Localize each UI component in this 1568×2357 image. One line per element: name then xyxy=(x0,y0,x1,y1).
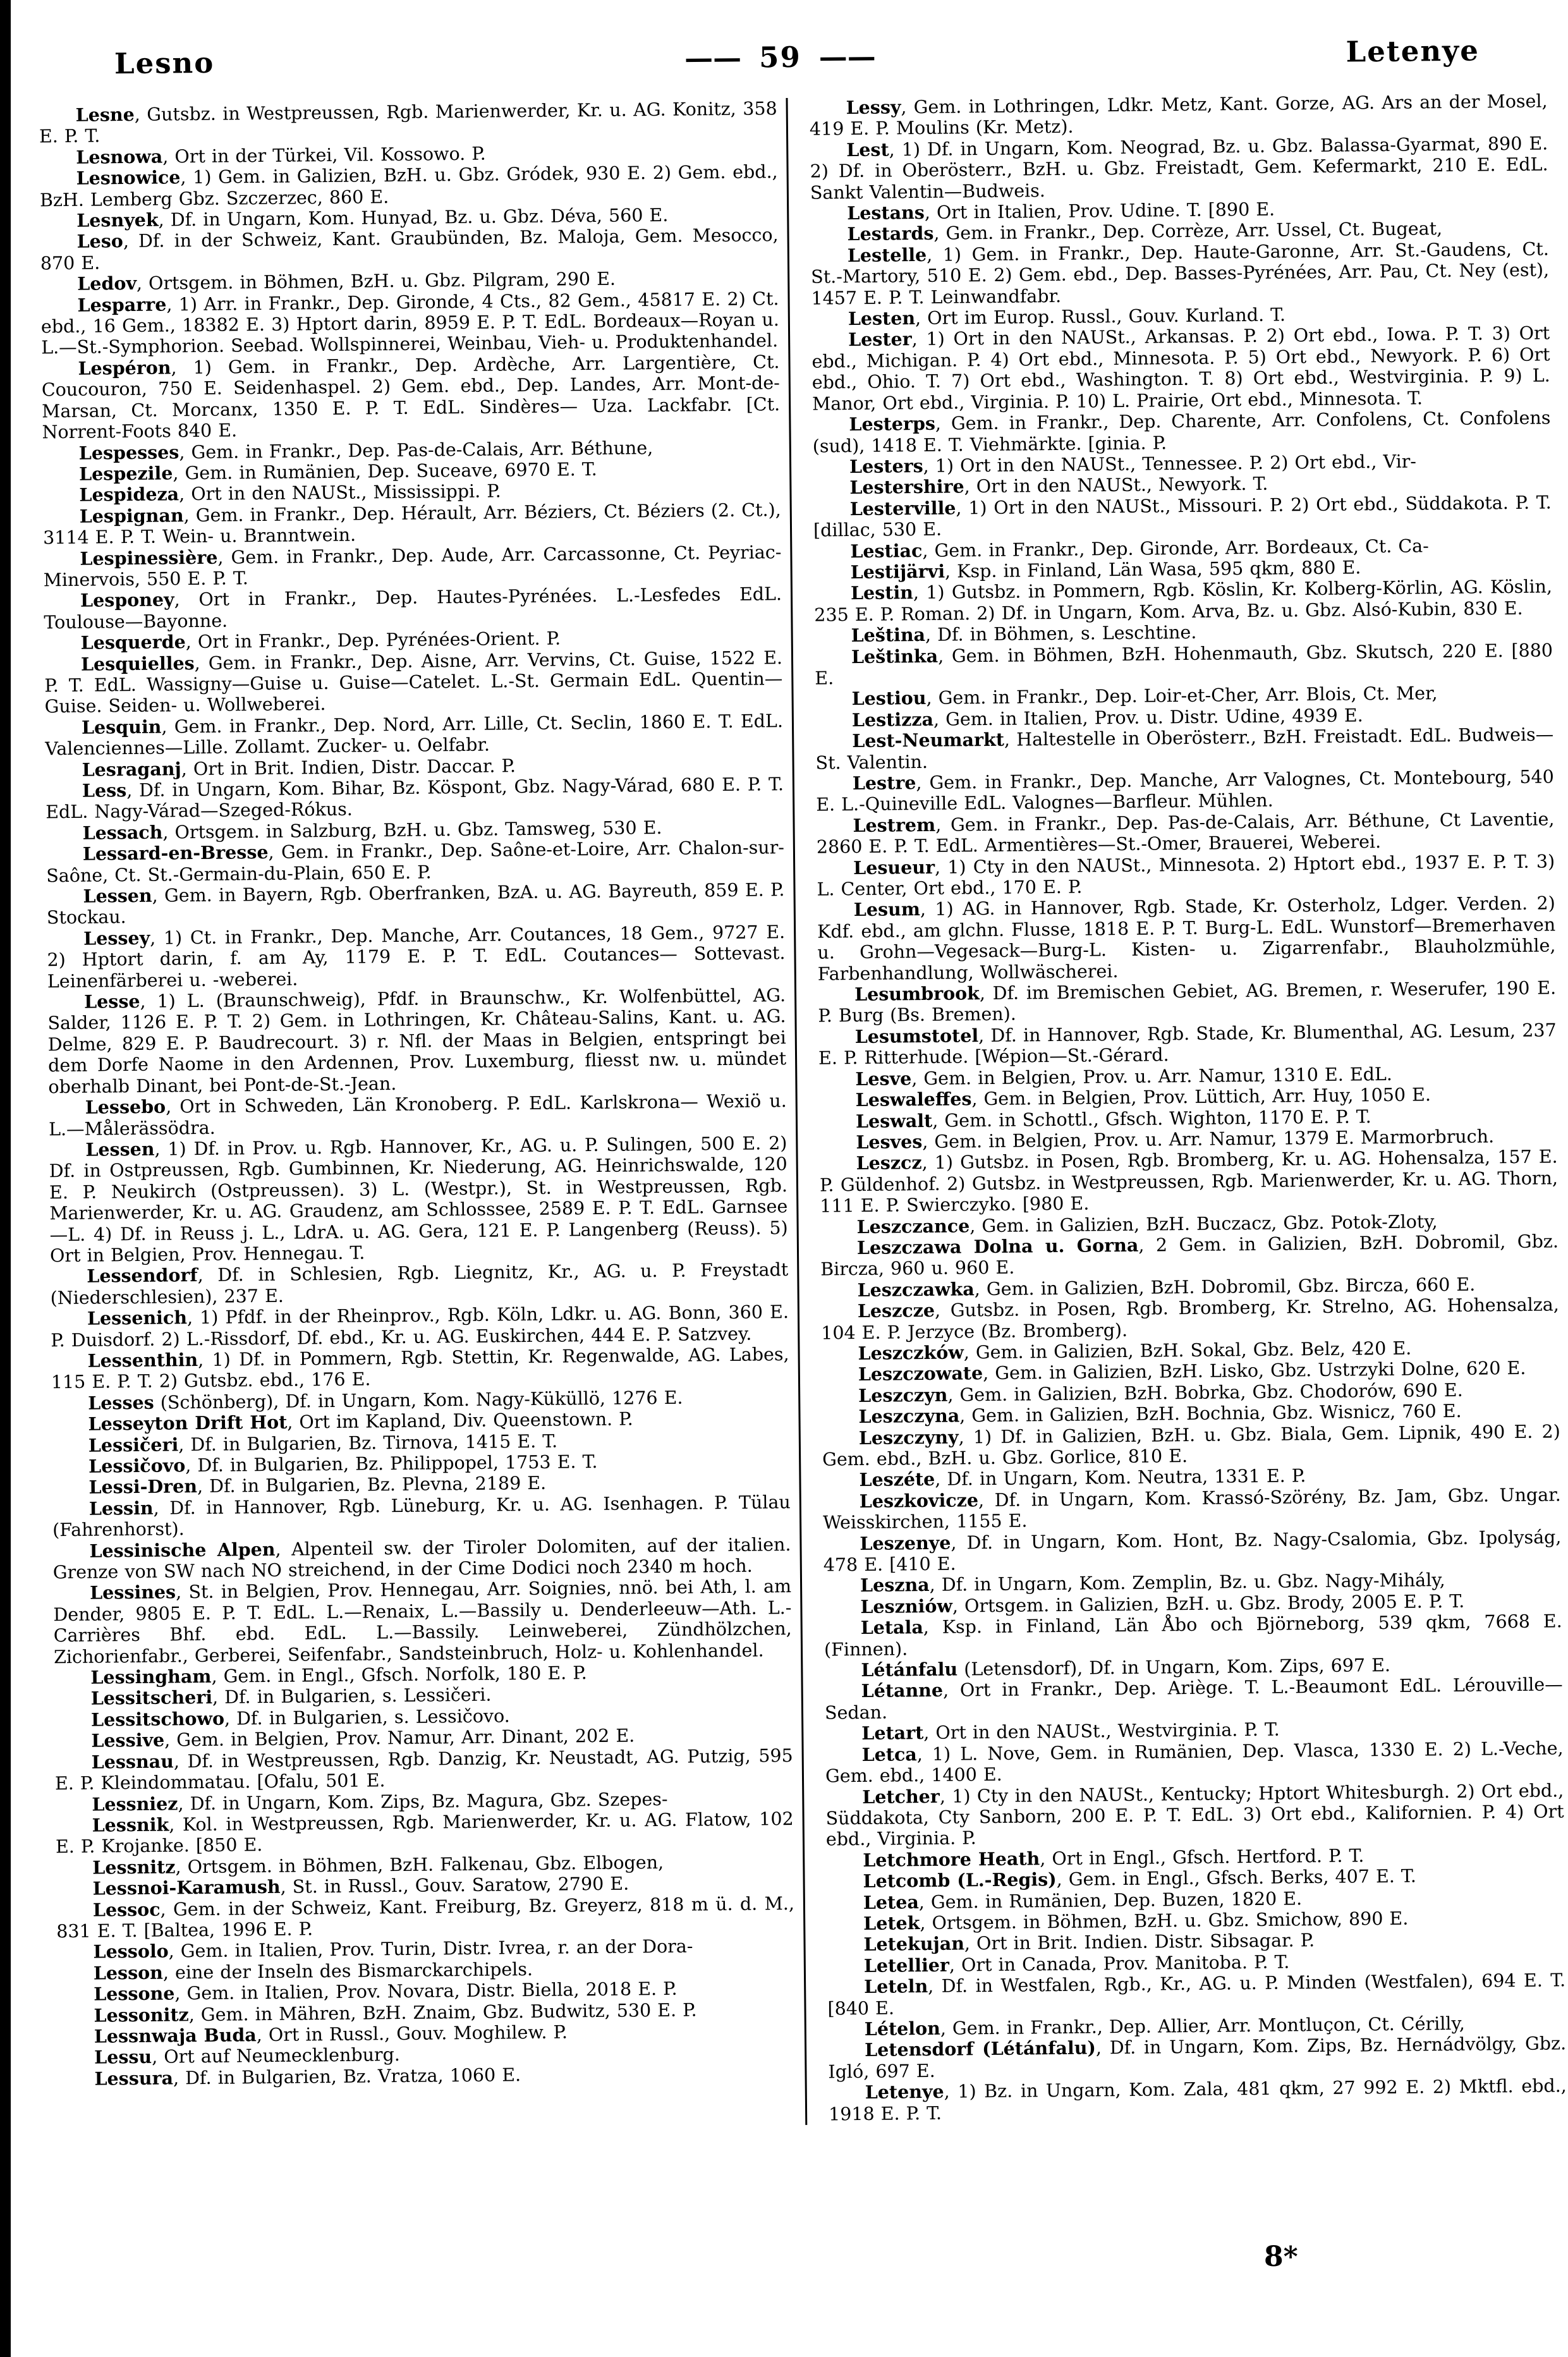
page-number-group xyxy=(684,40,876,75)
gazetteer-entry xyxy=(49,1133,788,1267)
entry-headword: Lestrem xyxy=(853,813,936,836)
gazetteer-entry xyxy=(821,1294,1560,1344)
entry-headword: Letala xyxy=(860,1616,923,1639)
entry-text: , Ort in Engl., Gfsch. Hertford. P. T. xyxy=(1040,1845,1364,1870)
gazetteer-entry xyxy=(810,133,1548,203)
entry-text: , Df. in Ungarn, Kom. Bihar, Bz. Köspont, Gbz. Nagy-Várad, 680 E. P. T. EdL. Nagy-Várad—Szeged-Rókus. xyxy=(46,774,784,823)
entry-headword: Lesumstotel xyxy=(854,1025,979,1047)
entry-headword: Leszczance xyxy=(856,1214,970,1238)
entry-text: , 1) Gem. in Galizien, BzH. u. Gbz. Gródek, 930 E. 2) Gem. ebd., BzH. Lemberg Gbz. Szczerzec, 860 E. xyxy=(39,161,778,210)
entry-headword: Letcomb (L.-Regis) xyxy=(863,1868,1057,1892)
entry-headword: Leszczawka xyxy=(857,1277,975,1301)
entry-headword: Lespezile xyxy=(78,462,173,485)
entry-headword: Lesquin xyxy=(81,716,162,738)
entry-text: , St. in Russl., Gouv. Saratow, 2790 E. xyxy=(280,1873,629,1897)
entry-text: , Ksp. in Finland, Län Wasa, 595 qkm, 880 E. xyxy=(944,557,1361,582)
gazetteer-entry xyxy=(825,1780,1564,1850)
entry-text: (Schönberg), Df. in Ungarn, Kom. Nagy-Küküllö, 1276 E. xyxy=(154,1387,683,1413)
entry-text: , Gem. in Bayern, Rgb. Oberfranken, BzA. u. AG. Bayreuth, 859 E. P. Stockau. xyxy=(46,879,785,929)
entry-headword: Lessitscheri xyxy=(90,1686,213,1710)
entry-headword: Leszéte xyxy=(859,1468,935,1491)
entry-headword: Letek xyxy=(863,1912,920,1934)
entry-text: , Ort in den NAUSt., Newyork. T. xyxy=(964,473,1268,497)
gazetteer-entry xyxy=(51,1301,789,1351)
gazetteer-entry xyxy=(51,1344,789,1393)
entry-headword: Lest-Neumarkt xyxy=(852,728,1005,752)
entry-text: , St. in Belgien, Prov. Hennegau, Arr. Soignies, nnö. bei Ath, l. am Dender, 9805 E. P. T. EdL. L.—Renaix, L.—Bassily u. Denderleeuw—Ath. L.-Carrières Bhf. ebd. EdL. L.—Bassily. Leinweberei, Zündhölzchen, Zichorienfabr., Gerberei, Seifenfabr., Sandsteinbruch, Holz- u. Kohlenhandel. xyxy=(53,1576,792,1667)
entry-text: , 1) Ort in den NAUSt., Arkansas. P. 2) Ort ebd., Iowa. P. T. 3) Ort ebd., Michigan. P. 4) Ort ebd., Minnesota. P. 5) Ort ebd., Newyork. P. 6) Ort ebd., Ohio. T. 7) Ort ebd., Washington. T. 8) Ort ebd., Westvirginia. P. 9) L. Manor, Ort ebd., Virginia. P. 10) L. Prairie, Ort ebd., Minnesota. T. xyxy=(811,322,1550,415)
entry-text: , Gem. in Italien, Prov. Turin, Distr. Ivrea, r. an der Dora- xyxy=(168,1935,693,1962)
entry-text: , Gem. in Lothringen, Ldkr. Metz, Kant. Gorze, AG. Ars an der Mosel, 419 E. P. Moulins (Kr. Metz). xyxy=(809,90,1548,140)
entry-headword: Lessen xyxy=(83,884,152,907)
entry-text: , 1) Gutsbz. in Posen, Rgb. Bromberg, Kr. u. AG. Hohensalza, 157 E. P. Güldenhof. 2) Gutsbz. in Westpreussen, Rgb. Marienwerder, Kr. u. AG. Thorn, 111 E. P. Swierczyko. [980 E. xyxy=(819,1146,1559,1217)
entry-headword: Lessingham xyxy=(90,1665,212,1688)
entry-headword: Lesse xyxy=(83,990,140,1013)
entry-headword: Letekujan xyxy=(863,1932,965,1956)
entry-text: , Ortsgem. in Böhmen, BzH. u. Gbz. Pilgram, 290 E. xyxy=(136,268,616,295)
header-dash-right: —— xyxy=(818,39,877,74)
entry-text: , Ort im Kapland, Div. Queenstown. P. xyxy=(287,1408,633,1433)
entry-headword: Lesses xyxy=(88,1391,154,1414)
entry-headword: Lessnik xyxy=(92,1813,169,1836)
entry-headword: Leszcz xyxy=(856,1152,922,1174)
entry-text: , Gem. in Frankr., Dep. Corrèze, Arr. Ussel, Ct. Bugeat, xyxy=(933,218,1443,245)
gazetteer-entry xyxy=(827,1970,1566,2019)
entry-headword: Letchmore Heath xyxy=(863,1848,1040,1871)
entry-headword: Lessoc xyxy=(92,1898,161,1921)
entry-headword: Lessnoi-Karamush xyxy=(92,1875,281,1899)
entry-text: , Ort in Schweden, Län Kronoberg. P. EdL. Karlskrona— Wexiö u. L.—Målerässödra. xyxy=(48,1090,787,1140)
header-left-catchword: Lesno xyxy=(114,46,215,81)
gazetteer-entry xyxy=(41,351,780,443)
entry-text: , Gem. in Schottl., Gfsch. Wighton, 1170 E. P. T. xyxy=(932,1105,1371,1131)
entry-text: , 2 Gem. in Galizien, BzH. Dobromil, Gbz. Bircza, 960 u. 960 E. xyxy=(820,1231,1559,1280)
entry-headword: Letcher xyxy=(862,1785,940,1808)
entry-headword: Lessičovo xyxy=(88,1454,186,1477)
entry-headword: Lessines xyxy=(89,1581,176,1604)
entry-text: , Gem. in der Schweiz, Kant. Freiburg, Bz. Greyerz, 818 m ü. d. M., 831 E. T. [Baltea, 1996 E. P. xyxy=(56,1892,795,1942)
gazetteer-entry xyxy=(813,492,1552,541)
entry-headword: Lestijärvi xyxy=(850,560,945,583)
entry-headword: Lessard-en-Bresse xyxy=(82,841,269,865)
gazetteer-entry xyxy=(816,808,1555,858)
gazetteer-entry xyxy=(815,640,1553,689)
entry-text: , Ort auf Neumecklenburg. xyxy=(152,2044,401,2068)
text-columns xyxy=(20,90,1568,2132)
entry-text: , Gem. in Engl., Gfsch. Norfolk, 180 E. P. xyxy=(211,1662,587,1687)
entry-headword: Lestards xyxy=(847,222,934,245)
entry-text: , Df. in Hannover, Rgb. Lüneburg, Kr. u. AG. Isenhagen. P. Tülau (Fahrenhorst). xyxy=(52,1491,791,1541)
entry-headword: Lesumbrook xyxy=(854,982,980,1006)
entry-text: , Ort in Brit. Indien, Distr. Daccar. P. xyxy=(181,755,516,779)
gazetteer-entry xyxy=(56,1808,794,1858)
scan-edge-artifact xyxy=(0,0,11,2357)
gazetteer-entry xyxy=(56,1893,795,1942)
entry-text: , 1) Df. in Ungarn, Kom. Neograd, Bz. u. Gbz. Balassa-Gyarmat, 890 E. 2) Df. in Oberösterr., BzH. u. Gbz. Freistadt, Gem. Kefermarkt, 210 E. EdL. Sankt Valentin—Budweis. xyxy=(810,133,1548,204)
entry-text: , Df. in Bulgarien, Bz. Philippopel, 1753 E. T. xyxy=(185,1451,598,1477)
entry-text: , Ort in Frankr., Dep. Pyrénées-Orient. P. xyxy=(185,628,561,653)
entry-headword: Lessonitz xyxy=(94,2003,189,2026)
entry-headword: Lessi-Dren xyxy=(88,1475,198,1499)
entry-headword: Leswaleffes xyxy=(855,1088,972,1111)
entry-text: , Gem. in Galizien, BzH. Dobromil, Gbz. Bircza, 660 E. xyxy=(974,1274,1476,1300)
gazetteer-entry xyxy=(828,2033,1567,2083)
entry-text: , Gem. in Frankr., Dep. Gironde, Arr. Bordeaux, Ct. Ca- xyxy=(922,535,1429,561)
entry-headword: Leszniów xyxy=(860,1595,953,1617)
entry-headword: Letensdorf (Létánfalu) xyxy=(864,2037,1097,2061)
entry-headword: Leštinka xyxy=(851,645,939,667)
gazetteer-entry xyxy=(825,1674,1564,1724)
entry-text: , Ort in den NAUSt., Mississippi. P. xyxy=(178,480,501,505)
entry-headword: Leszna xyxy=(860,1574,930,1597)
entry-headword: Lessu xyxy=(94,2046,152,2069)
entry-text: , Gem. in Italien, Prov. Novara, Distr. Biella, 2018 E. P. xyxy=(174,1978,678,2004)
entry-headword: Less xyxy=(82,779,127,801)
entry-headword: Lesnowa xyxy=(76,145,163,168)
gazetteer-entry xyxy=(817,851,1555,900)
entry-text: (Letensdorf), Df. in Ungarn, Kom. Zips, 697 E. xyxy=(957,1655,1391,1680)
gazetteer-entry xyxy=(44,647,783,717)
entry-text: , Kol. in Westpreussen, Rgb. Marienwerder, Kr. u. AG. Flatow, 102 E. P. Krojanke. [850 E. xyxy=(55,1808,794,1858)
entry-headword: Lesquerde xyxy=(80,631,186,654)
gazetteer-entry xyxy=(818,977,1557,1026)
entry-headword: Lessach xyxy=(82,821,163,844)
entry-headword: Lesponey xyxy=(80,588,174,612)
gazetteer-entry xyxy=(812,408,1551,457)
entry-text: , Ortsgem. in Salzburg, BzH. u. Gbz. Tamsweg, 530 E. xyxy=(162,817,662,843)
entry-text: , Gem. in Frankr., Dep. Allier, Arr. Montluçon, Ct. Cérilly, xyxy=(940,2013,1466,2039)
entry-headword: Lesraganj xyxy=(82,757,181,781)
entry-text: , Df. in Bulgarien, Bz. Vratza, 1060 E. xyxy=(173,2064,521,2089)
entry-text: , Ortsgem. in Galizien, BzH. u. Gbz. Brody, 2005 E. P. T. xyxy=(952,1590,1465,1617)
entry-text: , Gem. in Frankr., Dep. Saône-et-Loire, Arr. Chalon-sur-Saône, Ct. St.-Germain-du-Plain, 650 E. P. xyxy=(46,837,785,886)
entry-text: , Ort in Brit. Indien. Distr. Sibsagar. P. xyxy=(964,1930,1315,1954)
entry-text: , Gem. in Frankr., Dep. Nord, Arr. Lille, Ct. Seclin, 1860 E. T. EdL. Valenciennes—Lille. Zollamt. Zucker- u. Oelfabr. xyxy=(45,710,784,760)
entry-text: , Df. in Ungarn, Kom. Hont, Bz. Nagy-Csalomia, Gbz. Ipolyság, 478 E. [410 E. xyxy=(823,1526,1562,1576)
entry-headword: Lesters xyxy=(849,454,923,477)
entry-text: , Ort in Frankr., Dep. Ariège. T. L.-Beaumont EdL. Lérouville—Sedan. xyxy=(824,1674,1563,1724)
gazetteer-entry xyxy=(823,1526,1562,1576)
entry-text: , 1) L. (Braunschweig), Pfdf. in Braunschw., Kr. Wolfenbüttel, AG. Salder, 1126 E. P. T. 2) Gem. in Lothringen, Kr. Château-Salins, Kant. u. AG. Delme, 829 E. P. Baudrecourt. 3) r. Nfl. der Maas in Belgien, entspringt bei dem Dorfe Naome in den Ardennen, Prov. Luxemburg, fliesst nw. u. mündet oberhalb Dinant, bei Pont-de-St.-Jean. xyxy=(47,985,787,1097)
entry-text: , Df. in Westfalen, Rgb., Kr., AG. u. P. Minden (Westfalen), 694 E. T. [840 E. xyxy=(827,1970,1566,2019)
gazetteer-entry xyxy=(824,1611,1563,1660)
entry-headword: Lesum xyxy=(853,898,921,921)
gazetteer-entry xyxy=(45,710,784,760)
entry-headword: Lestre xyxy=(852,772,916,795)
entry-headword: Létanne xyxy=(861,1679,944,1702)
entry-text: , 1) AG. in Hannover, Rgb. Stade, Kr. Osterholz, Ldger. Verden. 2) Kdf. ebd., am glchn. Flusse, 1818 E. P. T. Burg-L. EdL. Wunstorf—Bremerhaven u. Grohn—Vegesack—Burg-L. Kisten- u. Zigarrenfabr., Blauholzmühle, Farbenhandlung, Wollwäscherei. xyxy=(817,892,1556,985)
entry-text: , Df. im Bremischen Gebiet, AG. Bremen, r. Weserufer, 190 E. P. Burg (Bs. Bremen). xyxy=(818,977,1557,1027)
entry-text: , Gem. in Frankr., Dep. Manche, Arr Valognes, Ct. Montebourg, 540 E. L.-Quineville EdL. Valognes—Barfleur. Mühlen. xyxy=(816,766,1555,816)
entry-headword: Lesnyek xyxy=(76,209,159,231)
page xyxy=(19,0,1568,2133)
gazetteer-entry xyxy=(43,499,782,549)
gazetteer-entry xyxy=(44,583,782,633)
entry-headword: Lespideza xyxy=(79,483,179,506)
entry-headword: Letart xyxy=(861,1722,924,1745)
entry-text: , Gutsbz. in Posen, Rgb. Bromberg, Kr. Strelno, AG. Hohensalza, 104 E. P. Jerzyce (Bz. Bromberg). xyxy=(821,1294,1560,1344)
entry-text: , 1) Ort in den NAUSt., Missouri. P. 2) Ort ebd., Süddakota. P. T. [dillac, 530 E. xyxy=(813,492,1552,541)
signature-mark: 8* xyxy=(1264,2241,1298,2273)
gazetteer-entry xyxy=(822,1421,1561,1470)
entry-text: , Df. in Hannover, Rgb. Stade, Kr. Blumenthal, AG. Lesum, 237 E. P. Ritterhude. [Wépion—St.-Gérard. xyxy=(818,1020,1557,1069)
entry-headword: Leszczków xyxy=(858,1341,964,1364)
entry-text: , Df. in Schlesien, Rgb. Liegnitz, Kr., AG. u. P. Freystadt (Niederschlesien), 237 E. xyxy=(50,1259,789,1309)
entry-headword: Lessone xyxy=(94,1982,175,2005)
entry-headword: Lespinessière xyxy=(80,546,218,569)
entry-headword: Lessenich xyxy=(87,1306,188,1329)
entry-headword: Lespéron xyxy=(78,356,171,379)
entry-headword: Lesterville xyxy=(849,497,956,520)
entry-text: , Df. in Westpreussen, Rgb. Danzig, Kr. Neustadt, AG. Putzig, 595 E. P. Kleindommatau. [Ofalu, 501 E. xyxy=(54,1745,793,1794)
gazetteer-entry xyxy=(820,1231,1559,1280)
entry-text: , 1) Cty in den NAUSt., Minnesota. 2) Hptort ebd., 1937 E. P. T. 3) L. Center, Ort ebd., 170 E. P. xyxy=(817,851,1555,900)
entry-text: , Df. in der Schweiz, Kant. Graubünden, Bz. Maloja, Gem. Mesocco, 870 E. xyxy=(40,224,779,274)
entry-text: , Gem. in Galizien, BzH. Bobrka, Gbz. Chodorów, 690 E. xyxy=(947,1379,1463,1406)
entry-text: , 1) Df. in Prov. u. Rgb. Hannover, Kr., AG. u. P. Sulingen, 500 E. 2) Df. in Ostpreussen, Rgb. Gumbinnen, Kr. Niederung, AG. Heinrichswalde, 120 E. P. Neukirch (Ostpreussen). 3) L. (Westpr.), St. in Westpreussen, Rgb. Marienwerder, Kr. u. AG. Graudenz, am Schlosssee, 2589 E. P. T. EdL. Garnsee—L. 4) Df. in Reuss j. L., LdrA. u. AG. Gera, 121 E. P. Langenberg (Reuss). 5) Ort in Belgien, Prov. Hennegau. T. xyxy=(49,1132,788,1267)
entry-text: , Gem. in Böhmen, BzH. Hohenmauth, Gbz. Skutsch, 220 E. [880 E. xyxy=(815,639,1553,689)
entry-headword: Lester xyxy=(848,328,912,351)
entry-text: , Gem. in Galizien, BzH. Lisko, Gbz. Ustrzyki Dolne, 620 E. xyxy=(982,1358,1526,1384)
column-right xyxy=(787,90,1567,2124)
gazetteer-entry xyxy=(814,576,1553,626)
gazetteer-entry xyxy=(52,1534,791,1583)
entry-text: , 1) Df. in Galizien, BzH. u. Gbz. Biala, Gem. Lipnik, 490 E. 2) Gem. ebd., BzH. u. Gbz. Gorlice, 810 E. xyxy=(822,1420,1560,1470)
entry-text: , Gem. in Galizien, BzH. Buczacz, Gbz. Potok-Zloty, xyxy=(969,1210,1438,1236)
entry-text: , Gem. in Galizien, BzH. Sokal, Gbz. Belz, 420 E. xyxy=(963,1337,1412,1363)
entry-headword: Lessy xyxy=(846,96,901,119)
entry-text: , 1) L. Nove, Gem. in Rumänien, Dep. Vlasca, 1330 E. 2) L.-Veche, Gem. ebd., 1400 E. xyxy=(825,1738,1564,1787)
gazetteer-entry xyxy=(50,1259,789,1308)
gazetteer-entry xyxy=(820,1147,1559,1217)
column-left xyxy=(39,98,797,2132)
entry-text: , Gem. in Rumänien, Dep. Suceave, 6970 E. T. xyxy=(173,458,597,484)
gazetteer-entry xyxy=(52,1492,791,1541)
entry-text: , Gem. in Italien, Prov. u. Distr. Udine, 4939 E. xyxy=(933,705,1363,730)
gazetteer-entry xyxy=(823,1484,1562,1533)
entry-headword: Lesve xyxy=(855,1067,912,1090)
gazetteer-entry xyxy=(40,288,779,358)
entry-text: , Ort in Frankr., Dep. Hautes-Pyrénées. L.-Lesfedes EdL. Toulouse—Bayonne. xyxy=(44,583,782,633)
entry-text: , Df. in Bulgarien, s. Lessičovo. xyxy=(224,1705,510,1729)
entry-headword: Lessitschowo xyxy=(90,1707,225,1731)
gazetteer-entry xyxy=(55,1745,794,1794)
gazetteer-entry xyxy=(39,98,778,147)
entry-headword: Lessniez xyxy=(92,1792,178,1815)
entry-headword: Lest xyxy=(846,138,889,161)
entry-headword: Lessura xyxy=(94,2067,174,2090)
entry-headword: Lessebo xyxy=(85,1095,166,1118)
entry-text: , Df. in Ungarn, Kom. Krassó-Szörény, Bz. Jam, Gbz. Ungar. Weisskirchen, 1155 E. xyxy=(822,1484,1561,1533)
entry-headword: Lessnitz xyxy=(92,1856,176,1879)
entry-text: , Ortsgem. in Böhmen, BzH. u. Gbz. Smichow, 890 E. xyxy=(920,1908,1409,1934)
entry-headword: Lespignan xyxy=(79,504,184,527)
entry-headword: Lesparre xyxy=(77,293,167,316)
entry-headword: Lestans xyxy=(847,201,925,224)
gazetteer-entry xyxy=(46,879,785,929)
entry-text: , 1) Gutsbz. in Pommern, Rgb. Köslin, Kr. Kolberg-Körlin, AG. Köslin, 235 E. P. Roman. 2) Df. in Ungarn, Kom. Arva, Bz. u. Gbz. Alsó-Kubin, 830 E. xyxy=(814,576,1553,626)
entry-text: , 1) Gem. in Frankr., Dep. Ardèche, Arr. Largentière, Ct. Coucouron, 750 E. Seidenhaspel. 2) Gem. ebd., Dep. Landes, Arr. Mont-de-Marsan, Ct. Morcanx, 1350 E. P. T. EdL. Sindères— Uza. Lackfabr. [Ct. Norrent-Foots 840 E. xyxy=(41,351,781,443)
entry-text: , 1) Ct. in Frankr., Dep. Manche, Arr. Coutances, 18 Gem., 9727 E. 2) Hptort darin, f. am Ay, 1179 E. P. T. EdL. Coutances— Sottevast. Leinenfärberei u. -weberei. xyxy=(47,921,786,992)
gazetteer-entry xyxy=(46,837,785,886)
entry-headword: Lestiac xyxy=(850,539,923,562)
entry-text: , Df. in Ungarn, Kom. Hunyad, Bz. u. Gbz. Déva, 560 E. xyxy=(158,204,669,231)
entry-headword: Lessenthin xyxy=(87,1349,198,1372)
entry-text: , Gem. in Frankr., Dep. Aisne, Arr. Vervins, Ct. Guise, 1522 E. P. T. EdL. Wassigny—Guise u. Guise—Catelet. L.-St. Germain EdL. Quentin—Guise. Seiden- u. Wollweberei. xyxy=(44,647,783,717)
entry-headword: Leteln xyxy=(864,1975,928,1998)
entry-headword: Lessičeri xyxy=(88,1433,179,1456)
entry-text: , Ort in der Türkei, Vil. Kossowo. P. xyxy=(162,143,486,167)
entry-headword: Lestiou xyxy=(851,687,927,710)
entry-text: , Gem. in Mähren, BzH. Znaim, Gbz. Budwitz, 530 E. P. xyxy=(188,1999,697,2025)
entry-text: , Gem. in Frankr., Dep. Hérault, Arr. Béziers, Ct. Béziers (2. Ct.), 3114 E. P. T. Wein- u. Branntwein. xyxy=(42,499,781,549)
entry-headword: Lestin xyxy=(850,582,914,604)
entry-text: , Gem. in Rumänien, Dep. Buzen, 1820 E. xyxy=(918,1887,1303,1913)
gazetteer-entry xyxy=(40,161,779,210)
entry-text: , 1) Cty in den NAUSt., Kentucky; Hptort Whitesburgh. 2) Ort ebd., Süddakota, Cty Sanborn, 200 E. P. T. EdL. 3) Ort ebd., Kalifornien. P. 4) Ort ebd., Virginia. P. xyxy=(825,1779,1564,1850)
entry-text: , Gem. in Frankr., Dep. Pas-de-Calais, Arr. Béthune, Ct Laventie, 2860 E. P. T. EdL. Armentières—St.-Omer, Brauerei, Weberei. xyxy=(816,808,1555,858)
entry-text: , Gem. in Belgien, Prov. Lüttich, Arr. Huy, 1050 E. xyxy=(971,1084,1431,1110)
entry-headword: Lesson xyxy=(93,1961,164,1984)
entry-text: , Gem. in Frankr., Dep. Loir-et-Cher, Arr. Blois, Ct. Mer, xyxy=(926,683,1438,709)
entry-text: , Df. in Bulgarien, s. Lessičeri. xyxy=(212,1684,492,1708)
entry-headword: Letca xyxy=(861,1743,917,1765)
entry-headword: Lesquielles xyxy=(80,652,195,675)
gazetteer-entry xyxy=(43,542,782,591)
entry-text: , Ort in Italien, Prov. Udine. T. [890 E. xyxy=(924,198,1275,223)
entry-text: , Ortsgem. in Böhmen, BzH. Falkenau, Gbz. Elbogen, xyxy=(175,1851,664,1878)
entry-headword: Lessive xyxy=(91,1729,165,1751)
entry-text: , 1) Ort in den NAUSt., Tennessee. P. 2) Ort ebd., Vir- xyxy=(923,451,1417,477)
entry-headword: Lestizza xyxy=(851,708,934,731)
entry-text: , 1) Arr. in Frankr., Dep. Gironde, 4 Cts., 82 Gem., 45817 E. 2) Ct. ebd., 16 Gem., 18382 E. 3) Hptort darin, 8959 E. P. T. EdL. Bordeaux—Royan u. L.—St.-Symphorion. Seebad. Wollspinnerei, Weinbau, Vieh- u. Produktenhandel. xyxy=(40,288,780,358)
entry-text: , Ort in Russl., Gouv. Moghilew. P. xyxy=(256,2021,568,2046)
header-right-catchword: Letenye xyxy=(1346,33,1480,69)
entry-headword: Lespesses xyxy=(78,441,179,464)
gazetteer-entry xyxy=(53,1576,792,1667)
gazetteer-entry xyxy=(825,1738,1564,1787)
entry-text: , Gutsbz. in Westpreussen, Rgb. Marienwerder, Kr. u. AG. Konitz, 358 E. P. T. xyxy=(39,98,777,147)
entry-headword: Leszczyny xyxy=(858,1426,959,1449)
entry-headword: Létánfalu xyxy=(861,1658,958,1681)
entry-text: , Alpenteil sw. der Tiroler Dolomiten, auf der italien. Grenze von SW nach NO streichend, in der Cime Dodici noch 2340 m hoch. xyxy=(52,1533,791,1583)
entry-headword: Leszczawa Dolna u. Gorna xyxy=(856,1234,1139,1258)
gazetteer-entry xyxy=(47,985,787,1097)
entry-headword: Lesterps xyxy=(849,412,936,435)
entry-headword: Leszcze xyxy=(857,1300,935,1322)
entry-text: , Ort im Europ. Russl., Gouv. Kurland. T. xyxy=(915,304,1286,329)
entry-headword: Leszkovicze xyxy=(859,1489,979,1512)
gazetteer-entry xyxy=(816,766,1555,815)
entry-headword: Lestershire xyxy=(849,475,964,499)
gazetteer-entry xyxy=(817,893,1556,985)
entry-text: , Df. in Ungarn, Kom. Neutra, 1331 E. P. xyxy=(935,1465,1306,1490)
entry-text: , 1) Pfdf. in der Rheinprov., Rgb. Köln, Ldkr. u. AG. Bonn, 360 E. P. Duisdorf. 2) L.-Rissdorf, Df. ebd., Kr. u. AG. Euskirchen, 444 E. P. Satzvey. xyxy=(51,1301,789,1351)
entry-headword: Lételon xyxy=(864,2017,941,2040)
entry-headword: Lessen xyxy=(85,1138,155,1160)
entry-headword: Lesves xyxy=(856,1130,923,1153)
entry-text: , Ort in den NAUSt., Westvirginia. P. T. xyxy=(923,1719,1280,1744)
gazetteer-entry xyxy=(811,323,1550,415)
entry-headword: Leszczowate xyxy=(858,1362,983,1386)
entry-text: , Gem. in Frankr., Dep. Charente, Arr. Confolens, Ct. Confolens (sud), 1418 E. T. Viehmärkte. [ginia. P. xyxy=(812,407,1551,457)
entry-headword: Lestelle xyxy=(847,243,927,266)
entry-headword: Lessnau xyxy=(91,1750,174,1773)
entry-text: , Gem. in Belgien, Prov. u. Arr. Namur, 1310 E. EdL. xyxy=(911,1063,1393,1089)
entry-headword: Letea xyxy=(863,1891,919,1913)
entry-headword: Leso xyxy=(76,230,124,253)
entry-headword: Ledov xyxy=(77,272,137,295)
gazetteer-entry xyxy=(40,225,779,274)
gazetteer-entry xyxy=(809,90,1548,140)
entry-text: , Ort in Canada, Prov. Manitoba. P. T. xyxy=(949,1951,1290,1976)
entry-headword: Lessolo xyxy=(93,1940,169,1963)
entry-headword: Leszczyn xyxy=(858,1384,948,1406)
entry-headword: Lesnowice xyxy=(76,166,181,190)
gazetteer-entry xyxy=(811,238,1550,308)
entry-headword: Leswalt xyxy=(855,1109,933,1132)
entry-text: , eine der Inseln des Bismarckarchipels. xyxy=(162,1958,533,1983)
entry-headword: Lesne xyxy=(75,103,135,126)
page-number: 59 xyxy=(758,40,802,75)
entry-text: , 1) Gem. in Frankr., Dep. Haute-Garonne, Arr. St.-Gaudens, Ct. St.-Martory, 510 E. 2) Gem. ebd., Dep. Basses-Pyrénées, Arr. Pau, Ct. Ney (est), 1457 E. P. T. Leinwandfabr. xyxy=(811,238,1550,309)
entry-text: , 1) Bz. in Ungarn, Kom. Zala, 481 qkm, 27 992 E. 2) Mktfl. ebd., 1918 E. P. T. xyxy=(828,2075,1567,2125)
entry-text: , Df. in Böhmen, s. Leschtine. xyxy=(925,621,1197,646)
entry-text: , Df. in Ungarn, Kom. Zemplin, Bz. u. Gbz. Nagy-Mihály, xyxy=(929,1569,1445,1596)
entry-headword: Leszenye xyxy=(860,1532,951,1554)
running-head xyxy=(19,0,1555,82)
entry-headword: Lessin xyxy=(88,1497,154,1520)
entry-headword: Leszczyna xyxy=(858,1404,960,1428)
entry-headword: Lessnwaja Buda xyxy=(94,2024,257,2047)
gazetteer-entry xyxy=(815,724,1554,774)
entry-text: , Gem. in Belgien, Prov. u. Arr. Namur, 1379 E. Marmorbruch. xyxy=(922,1126,1495,1152)
entry-headword: Lesueur xyxy=(853,856,935,879)
entry-text: , Gem. in Frankr., Dep. Aude, Arr. Carcassonne, Ct. Peyriac-Minervois, 550 E. P. T. xyxy=(43,541,782,591)
gazetteer-entry xyxy=(47,922,786,992)
entry-text: , Gem. in Frankr., Dep. Pas-de-Calais, Arr. Béthune, xyxy=(179,437,653,463)
gazetteer-entry xyxy=(818,1020,1557,1069)
entry-headword: Lesseyton Drift Hot xyxy=(88,1411,288,1435)
entry-headword: Letellier xyxy=(863,1954,950,1976)
entry-text: , Df. in Bulgarien, Bz. Plevna, 2189 E. xyxy=(197,1473,547,1497)
entry-text: , Gem. in Belgien, Prov. Namur, Arr. Dinant, 202 E. xyxy=(164,1725,635,1751)
entry-headword: Lessinische Alpen xyxy=(89,1538,276,1562)
entry-headword: Leština xyxy=(851,624,926,647)
entry-text: , 1) Df. in Pommern, Rgb. Stettin, Kr. Regenwalde, AG. Labes, 115 E. P. T. 2) Gutsbz. ebd., 176 E. xyxy=(51,1344,789,1393)
entry-headword: Lesten xyxy=(848,307,916,330)
entry-text: , Ksp. in Finland, Län Åbo och Björneborg, 539 qkm, 7668 E. (Finnen). xyxy=(824,1611,1562,1660)
gazetteer-entry xyxy=(46,774,784,823)
entry-headword: Letenye xyxy=(865,2080,944,2104)
header-dash-left: —— xyxy=(684,40,742,75)
entry-headword: Lessey xyxy=(83,927,150,949)
gazetteer-entry xyxy=(49,1090,787,1140)
entry-text: , Df. in Bulgarien, Bz. Tirnova, 1415 E. T. xyxy=(178,1430,558,1455)
entry-text: , Df. in Ungarn, Kom. Zips, Bz. Hernádvölgy, Gbz. Igló, 697 E. xyxy=(828,2033,1567,2083)
entry-text: , Gem. in Galizien, BzH. Bochnia, Gbz. Wisnicz, 760 E. xyxy=(959,1401,1462,1427)
entry-text: , Df. in Ungarn, Kom. Zips, Bz. Magura, Gbz. Szepes- xyxy=(178,1788,668,1814)
gazetteer-entry xyxy=(829,2075,1567,2124)
entry-text: , Haltestelle in Oberösterr., BzH. Freistadt. EdL. Budweis—St. Valentin. xyxy=(815,724,1554,774)
entry-headword: Lessendorf xyxy=(87,1264,198,1288)
entry-text: , Gem. in Engl., Gfsch. Berks, 407 E. T. xyxy=(1056,1865,1417,1891)
